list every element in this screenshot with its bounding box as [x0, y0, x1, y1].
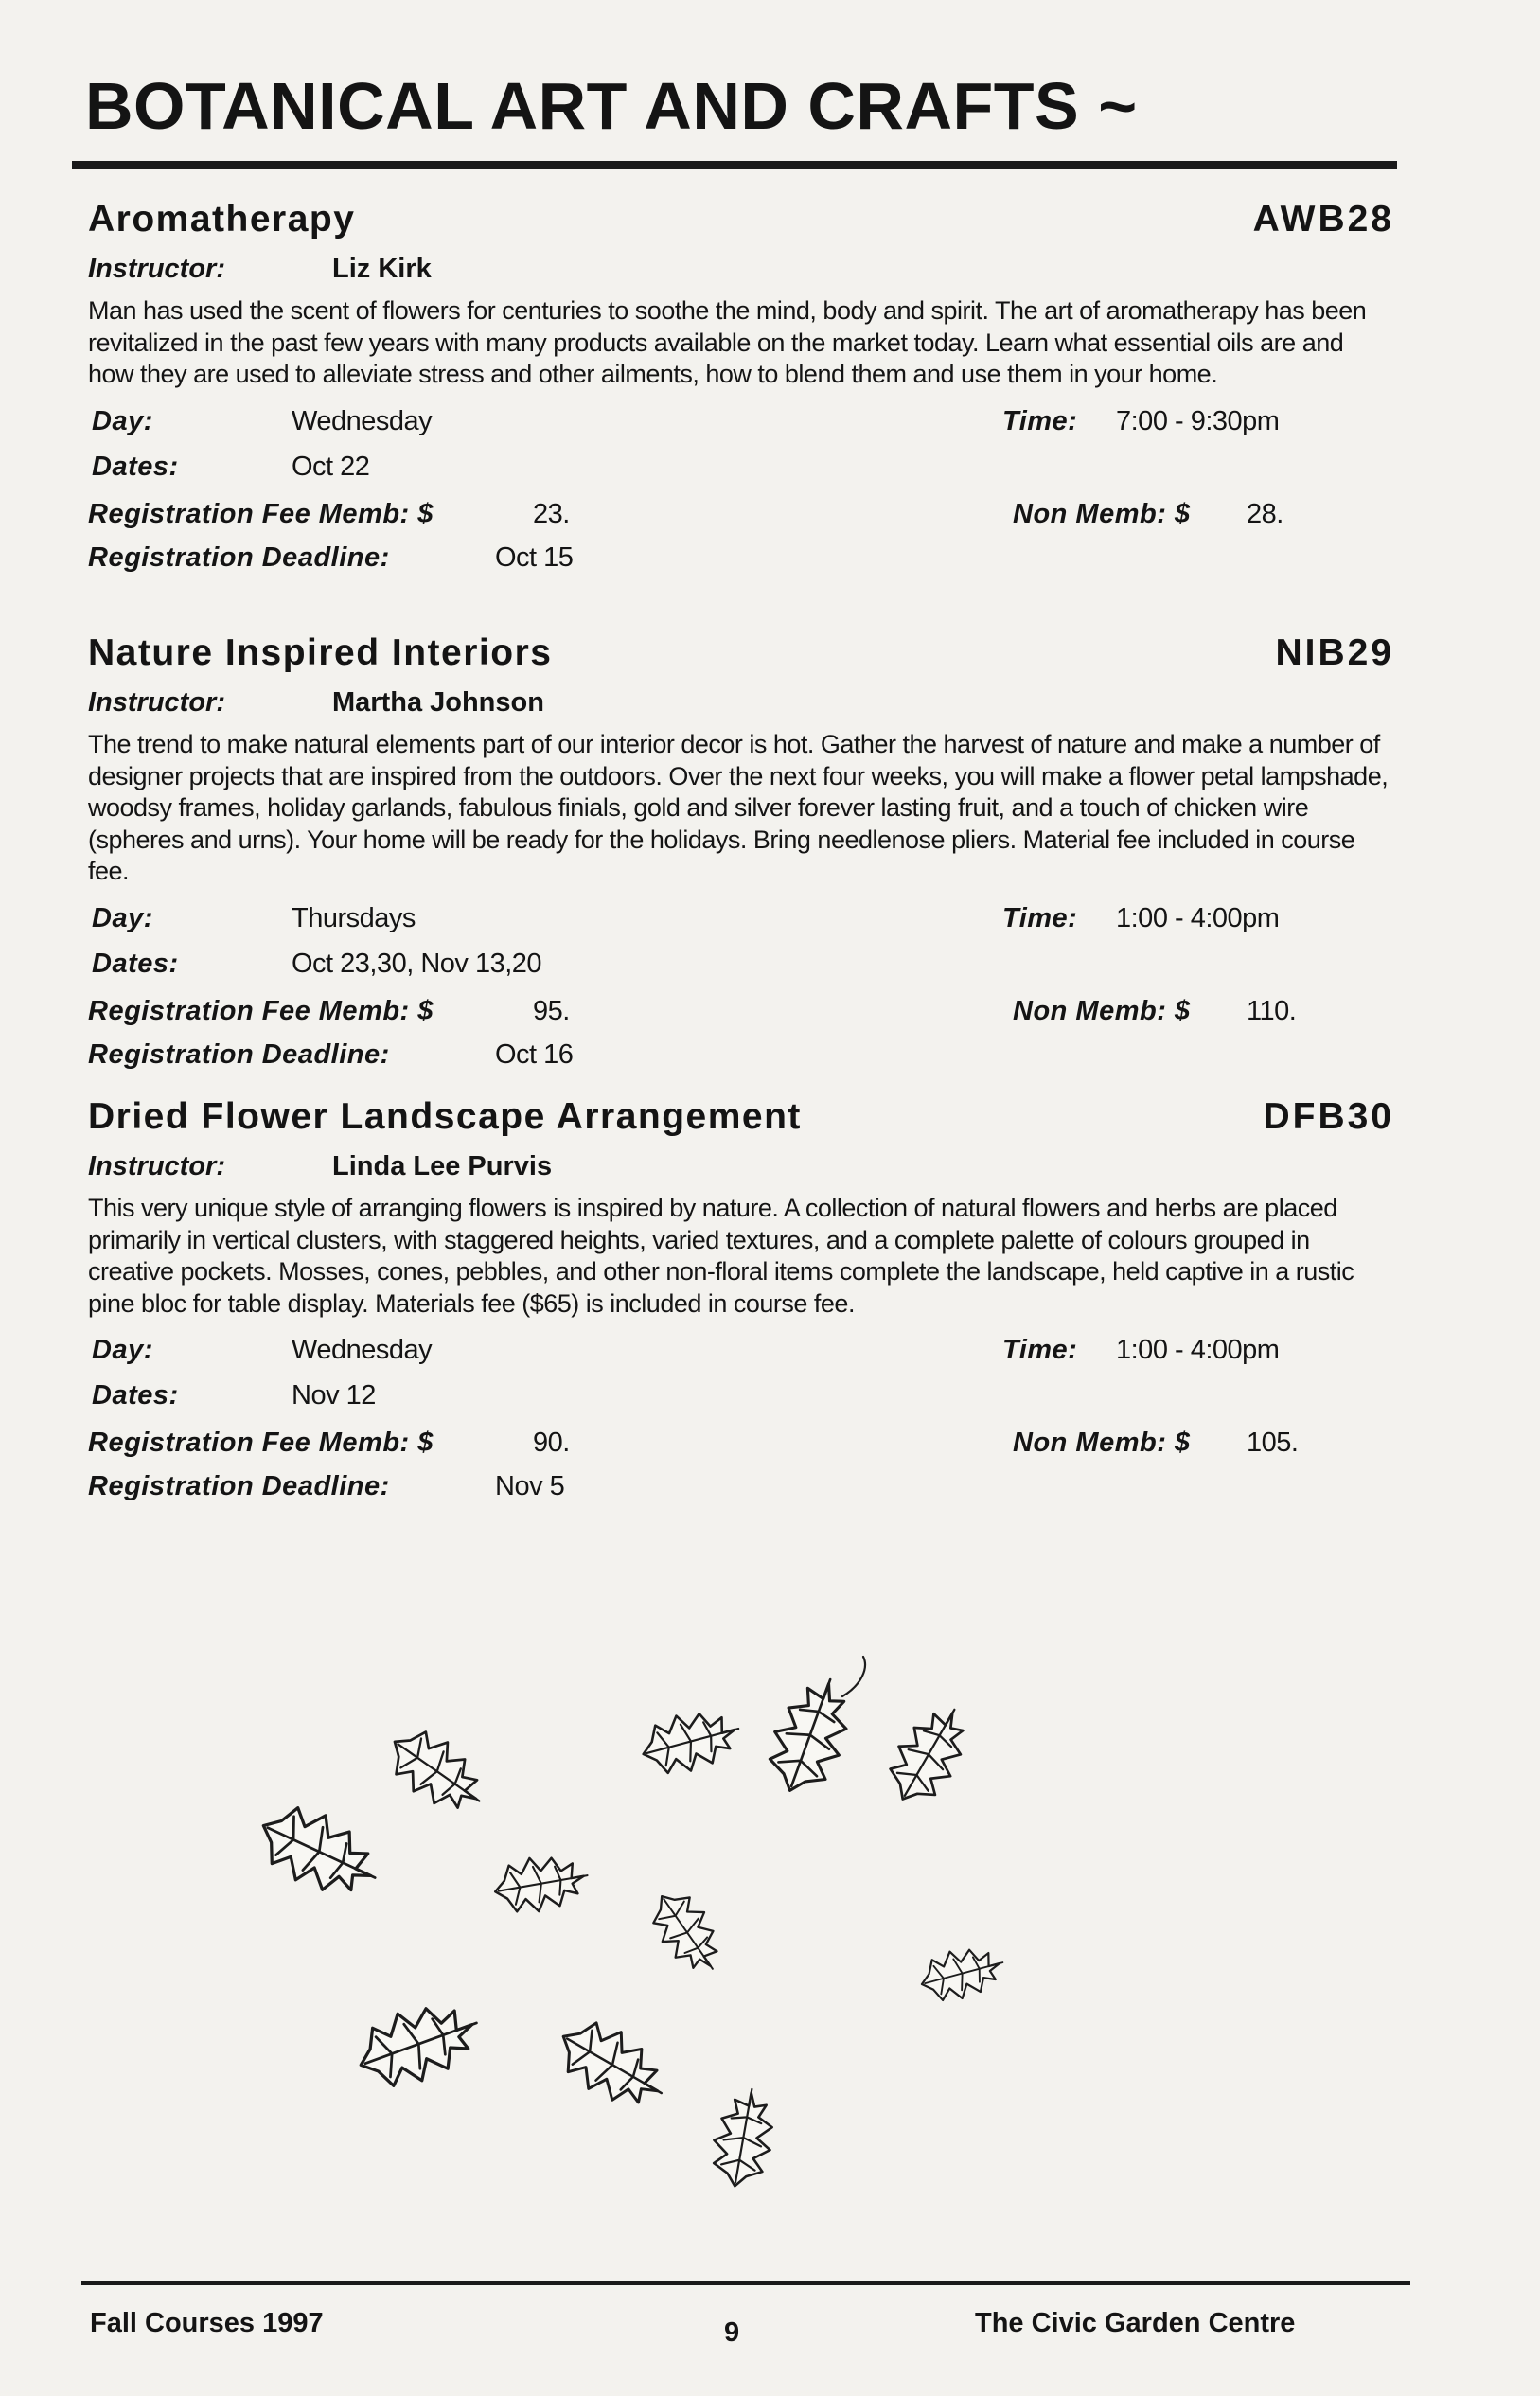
footer-right: The Civic Garden Centre	[975, 2308, 1296, 2338]
time-label: Time:	[1002, 902, 1078, 933]
fee-memb-value: 95.	[533, 995, 570, 1026]
day-time-row	[88, 406, 1394, 448]
deadline-value: Nov 5	[495, 1471, 565, 1501]
day-label: Day:	[92, 405, 153, 436]
deadline-value: Oct 16	[495, 1038, 574, 1070]
deadline-row	[88, 542, 1394, 584]
fee-non-memb-value: 110.	[1247, 995, 1297, 1026]
instructor-name: Liz Kirk	[332, 254, 432, 284]
instructor-row	[88, 254, 1394, 292]
time-value: 1:00 - 4:00pm	[1116, 902, 1280, 933]
course-description: Man has used the scent of flowers for centuries to soothe the mind, body and spirit. The art of aromatherapy has been revitalized in the past few years with many products available on the market today. Learn what essential oils are and how they are used to alleviate stress and other ailments, how to blend them and use them in your home.	[88, 296, 1367, 388]
fee-non-memb-label: Non Memb: $	[1013, 995, 1191, 1026]
course-title: Dried Flower Landscape Arrangement	[88, 1096, 802, 1137]
day-label: Day:	[92, 902, 153, 933]
course-description: The trend to make natural elements part of our interior decor is hot. Gather the harvest of nature and make a number of designer projects that are inspired from the outdoors. Over the next four weeks, you will make a flower petal lampshade, woodsy frames, holiday garlands, fabulous finials, gold and silver forever lasting fruit, and a touch of chicken wire (spheres and urns). Your home will be ready for the holidays. Bring needlenose pliers. Material fee included in course fee.	[88, 730, 1389, 885]
time-label: Time:	[1002, 1335, 1078, 1365]
fee-memb-label: Registration Fee Memb: $	[88, 995, 434, 1026]
deadline-label: Registration Deadline:	[88, 1471, 390, 1501]
deadline-row	[88, 1039, 1394, 1081]
day-label: Day:	[92, 1335, 153, 1365]
instructor-row	[88, 687, 1394, 725]
falling-leaves-icon	[237, 1647, 1145, 2215]
course-details	[88, 1335, 1394, 1519]
instructor-label: Instructor:	[88, 1151, 225, 1181]
fee-row	[88, 499, 1394, 541]
course-details	[88, 903, 1394, 1088]
course-nature-inspired-interiors	[88, 632, 1394, 1088]
deadline-label: Registration Deadline:	[88, 1038, 390, 1070]
deadline-label: Registration Deadline:	[88, 541, 390, 573]
dates-value: Oct 23,30, Nov 13,20	[292, 948, 542, 979]
fee-non-memb-value: 28.	[1247, 498, 1283, 529]
deadline-row	[88, 1471, 1394, 1513]
footer-left: Fall Courses 1997	[90, 2308, 324, 2338]
fee-memb-label: Registration Fee Memb: $	[88, 1428, 434, 1458]
dates-label: Dates:	[92, 948, 179, 979]
fee-memb-value: 90.	[533, 1428, 570, 1458]
course-title: Aromatherapy	[88, 199, 356, 240]
instructor-name: Linda Lee Purvis	[332, 1151, 553, 1181]
dates-label: Dates:	[92, 1380, 179, 1411]
page-number: 9	[724, 2317, 740, 2348]
course-dried-flower-landscape	[88, 1096, 1394, 1519]
course-header	[88, 632, 1394, 680]
day-time-row	[88, 903, 1394, 945]
instructor-label: Instructor:	[88, 254, 225, 284]
course-code: NIB29	[1275, 632, 1394, 673]
instructor-label: Instructor:	[88, 687, 225, 718]
course-code: AWB28	[1252, 199, 1394, 240]
time-value: 1:00 - 4:00pm	[1116, 1335, 1280, 1365]
fee-memb-value: 23.	[533, 498, 570, 529]
course-header	[88, 199, 1394, 246]
footer-rule	[81, 2281, 1410, 2285]
time-label: Time:	[1002, 405, 1078, 436]
fee-row	[88, 996, 1394, 1038]
dates-label: Dates:	[92, 451, 179, 482]
fee-non-memb-value: 105.	[1247, 1428, 1299, 1458]
day-value: Thursdays	[292, 902, 416, 933]
course-title: Nature Inspired Interiors	[88, 632, 553, 673]
dates-row	[88, 949, 1394, 990]
dates-row	[88, 452, 1394, 493]
deadline-value: Oct 15	[495, 541, 574, 573]
fee-row	[88, 1428, 1394, 1469]
course-description: This very unique style of arranging flowers is inspired by nature. A collection of natural flowers and herbs are placed primarily in vertical clusters, with staggered heights, varied textures, and a complete palette of colours grouped in creative pockets. Mosses, cones, pebbles, and other non-floral items complete the landscape, held captive in a rustic pine bloc for table display. Materials fee ($65) is included in course fee.	[88, 1194, 1354, 1318]
course-aromatherapy	[88, 199, 1394, 591]
instructor-name: Martha Johnson	[332, 687, 544, 718]
dates-value: Nov 12	[292, 1380, 376, 1411]
course-details	[88, 406, 1394, 591]
day-value: Wednesday	[292, 405, 433, 436]
page-title: BOTANICAL ART AND CRAFTS ~	[85, 69, 1138, 143]
course-header	[88, 1096, 1394, 1144]
dates-row	[88, 1380, 1394, 1422]
time-value: 7:00 - 9:30pm	[1116, 405, 1280, 436]
fee-memb-label: Registration Fee Memb: $	[88, 498, 434, 529]
day-time-row	[88, 1335, 1394, 1376]
dates-value: Oct 22	[292, 451, 370, 482]
course-code: DFB30	[1263, 1096, 1394, 1137]
instructor-row	[88, 1151, 1394, 1189]
fee-non-memb-label: Non Memb: $	[1013, 498, 1191, 529]
fee-non-memb-label: Non Memb: $	[1013, 1428, 1191, 1458]
day-value: Wednesday	[292, 1335, 433, 1365]
title-rule	[72, 161, 1397, 169]
